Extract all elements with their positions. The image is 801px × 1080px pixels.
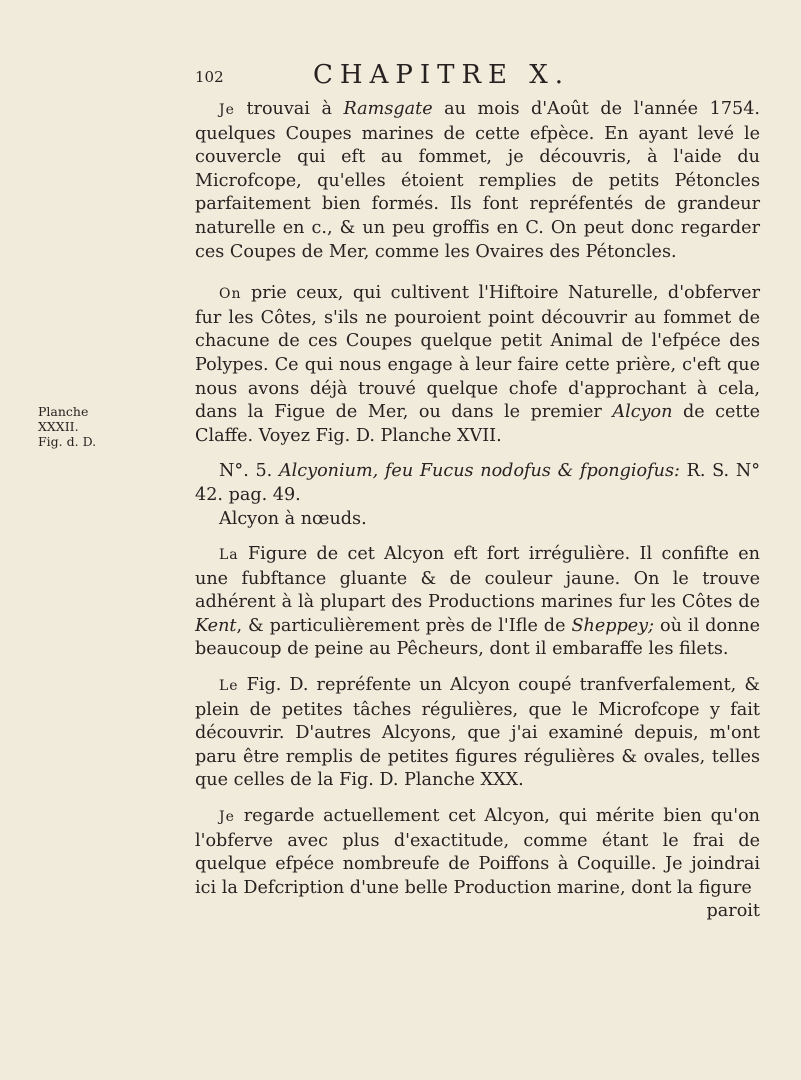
small-caps-lead: Le (219, 678, 239, 695)
text-run: trouvai à (234, 99, 344, 119)
margin-note (38, 404, 96, 449)
margin-note-line: Planche (38, 404, 89, 419)
place-name: Kent (195, 615, 237, 636)
small-caps-lead: On (219, 286, 242, 303)
paragraph-conclusion (195, 805, 760, 900)
small-caps-lead: Je (219, 102, 235, 118)
species-reference (195, 460, 760, 531)
place-name: Ramsgate (343, 99, 433, 119)
paragraph-description (195, 543, 760, 662)
margin-note-line: Fig. d. D. (38, 434, 97, 449)
body-text (195, 98, 760, 924)
paragraph-request (195, 282, 760, 448)
running-header (195, 60, 755, 100)
text-run: Fig. D. repréfente un Alcyon coupé tranfverfalement, & plein de petites tâches régulières, que le Microfcope y fait découvrir. D'autres Alcyons, que j'ai examiné depuis, m'ont paru être remplis de petites figures régulières & ovales, telles que celles de la Fig. D. Planche XXX. (195, 675, 760, 791)
small-caps-lead: Je (219, 809, 235, 826)
page-number: 102 (195, 68, 224, 86)
species-name: Alcyon (612, 402, 673, 423)
text-run: R. S. N° 42. pag. 49. (195, 461, 761, 505)
text-run: au mois d'Août de l'année 1754. quelques Coupes marines de cette efpèce. En ayant levé le couvercle qui eft au fommet, je découvris, à l'aide du Microfcope, qu'elles étoient remplies de petits Pétoncles parfaitement bien formés. Ils font repréfentés de grandeur naturelle en c., & un peu groffis en C. On peut donc regarder ces Coupes de Mer, comme les Ovaires des Pétoncles. (195, 99, 760, 262)
text-run: de cette Claffe. Voyez Fig. D. Planche XVII. (195, 402, 760, 446)
text-run: prie ceux, qui cultivent l'Hiftoire Naturelle, d'obferver fur les Côtes, s'ils ne pouroient point découvrir au fommet de chacune de ces Coupes quelque petit Animal de l'efpéce des Polypes. Ce qui nous engage à leur faire cette prière, c'eft que nous avons déjà trouvé quelque chofe d'approchant à cela, dans la Figue de Mer, ou dans le premier (195, 283, 760, 423)
catchword: paroit (706, 901, 760, 922)
common-name: Alcyon à nœuds. (219, 508, 367, 529)
paragraph-figure (195, 674, 760, 793)
place-name: Sheppey; (571, 615, 655, 636)
paragraph-ramsgate (195, 98, 760, 264)
latin-name: Alcyonium, feu Fucus nodofus & fpongiofus: (278, 461, 680, 482)
chapter-title: CHAPITRE X. (313, 60, 571, 90)
text-run: où il donne beaucoup de peine au Pêcheurs, dont il embaraffe les filets. (195, 615, 760, 660)
small-caps-lead: La (219, 547, 239, 564)
text-run: regarde actuellement cet Alcyon, qui mérite bien qu'on l'obferve avec plus d'exactitude, comme étant le frai de quelque efpéce nombreufe de Poiffons à Coquille. Je joindrai ici la Defcription d'une belle Production marine, dont la figure (195, 806, 760, 898)
margin-note-line: XXXII. (38, 419, 79, 434)
text-run: Figure de cet Alcyon eft fort irrégulière. Il confifte en une fubftance gluante & de couleur jaune. On le trouve adhérent à là plupart des Productions marines fur les Côtes de (195, 544, 760, 613)
text-run: N°. 5. (219, 461, 279, 482)
text-run: , & particulièrement près de l'Ifle de (236, 615, 572, 636)
